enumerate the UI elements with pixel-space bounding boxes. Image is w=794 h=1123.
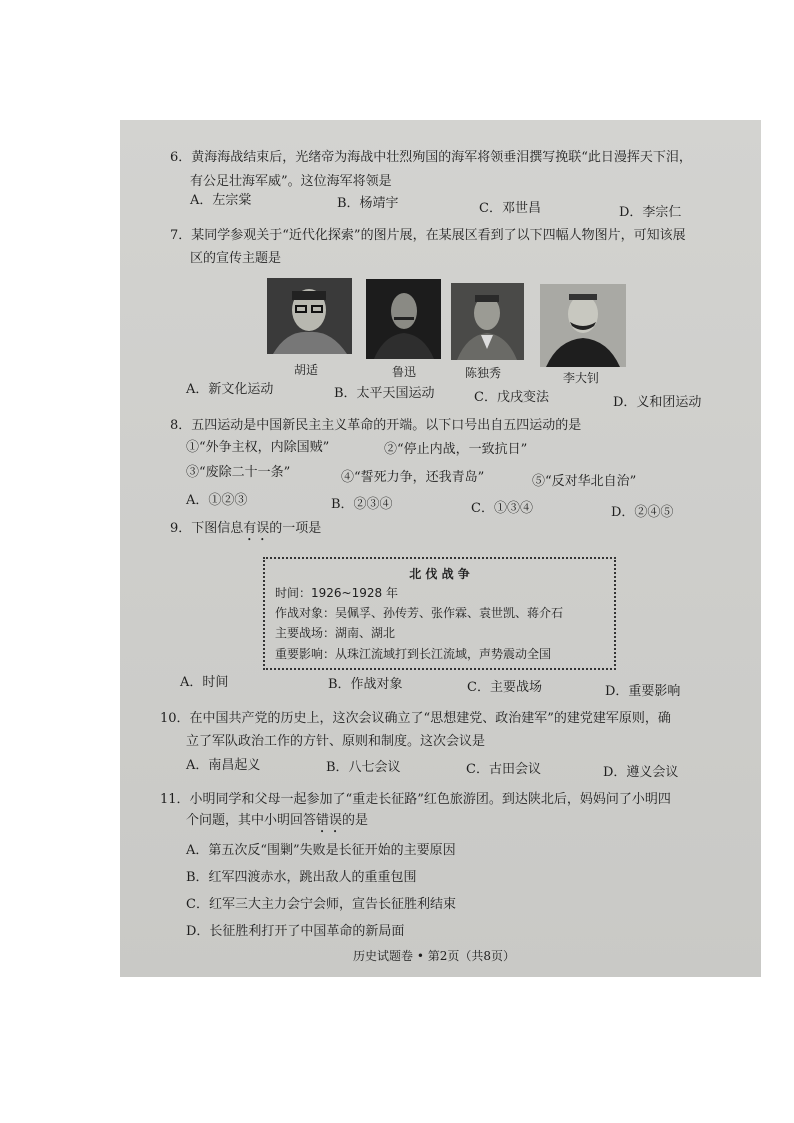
q11-option-d: D．长征胜利打开了中国革命的新局面 — [186, 924, 405, 939]
q8-option-d: D．②④⑤ — [611, 505, 674, 520]
q8-item-2: ②“停止内战，一致抗日” — [384, 442, 528, 457]
q9-stem: 9．下图信息有误的一项是 — [170, 521, 322, 536]
q9-option-c: C．主要战场 — [467, 680, 542, 695]
northern-expedition-info-box — [263, 557, 616, 670]
q7-option-b: B．太平天国运动 — [334, 386, 435, 401]
q7-option-c: C．戊戌变法 — [474, 390, 549, 405]
q11-stem-line1: 11．小明同学和父母一起参加了“重走长征路”红色旅游团。到达陕北后，妈妈问了小明四 — [160, 792, 671, 807]
portrait-li-dazhao — [540, 284, 626, 367]
q11-option-c: C．红军三大主力会宁会师，宣告长征胜利结束 — [186, 897, 456, 912]
q8-item-4: ④“誓死力争，还我青岛” — [341, 470, 485, 485]
info-box-battlefield: 主要战场：湖南、湖北 — [275, 626, 396, 640]
q8-item-1: ①“外争主权，内除国贼” — [186, 440, 330, 455]
q6-stem-line1: 6．黄海海战结束后，光绪帝为海战中壮烈殉国的海军将领垂泪撰写挽联“此日漫挥天下泪， — [170, 150, 692, 165]
q10-option-b: B．八七会议 — [326, 760, 401, 775]
q10-option-a: A．南昌起义 — [186, 758, 261, 773]
q7-option-d: D．义和团运动 — [613, 395, 702, 410]
caption-li-dazhao: 李大钊 — [563, 371, 600, 385]
q7-option-a: A．新文化运动 — [186, 382, 274, 397]
q7-stem-line2: 区的宣传主题是 — [190, 251, 282, 266]
portrait-lu-xun — [366, 279, 441, 359]
portrait-hu-shi — [267, 278, 352, 354]
q9-option-b: B．作战对象 — [328, 677, 403, 692]
q9-option-d: D．重要影响 — [605, 684, 681, 699]
q11-stem-line2: 个问题，其中小明回答错误的是 — [186, 813, 369, 828]
q8-item-3: ③“废除二十一条” — [186, 465, 291, 480]
page-footer: 历史试题卷 • 第2页（共8页） — [353, 949, 515, 963]
caption-lu-xun: 鲁迅 — [392, 365, 417, 379]
info-box-enemies: 作战对象：吴佩孚、孙传芳、张作霖、袁世凯、蒋介石 — [275, 606, 564, 620]
q6-stem-line2: 有公足壮海军威”。这位海军将领是 — [190, 174, 392, 189]
q6-option-c: C．邓世昌 — [479, 201, 541, 216]
info-box-title: 北 伐 战 争 — [409, 567, 470, 581]
info-box-impact: 重要影响：从珠江流域打到长江流域，声势震动全国 — [275, 647, 552, 661]
q10-stem-line1: 10．在中国共产党的历史上，这次会议确立了“思想建党、政治建军”的建党建军原则，确 — [160, 711, 671, 726]
q6-option-d: D．李宗仁 — [619, 205, 682, 220]
q8-option-c: C．①③④ — [471, 501, 533, 516]
q8-stem: 8．五四运动是中国新民主主义革命的开端。以下口号出自五四运动的是 — [170, 418, 582, 433]
q7-stem-line1: 7．某同学参观关于“近代化探索”的图片展，在某展区看到了以下四幅人物图片，可知该展 — [170, 228, 686, 243]
q8-item-5: ⑤“反对华北自治” — [532, 474, 637, 489]
caption-hu-shi: 胡适 — [294, 363, 319, 377]
q10-option-d: D．遵义会议 — [603, 765, 679, 780]
q6-option-b: B．杨靖宇 — [337, 196, 399, 211]
q11-option-b: B．红军四渡赤水，跳出敌人的重重包围 — [186, 870, 417, 885]
q10-option-c: C．古田会议 — [466, 762, 541, 777]
q9-emphasis: 有误 — [243, 521, 270, 536]
caption-chen-duxiu: 陈独秀 — [465, 366, 502, 380]
portrait-chen-duxiu — [451, 283, 524, 360]
q6-option-a: A．左宗棠 — [190, 193, 252, 208]
info-box-time: 时间：1926~1928 年 — [275, 586, 398, 600]
q8-option-a: A．①②③ — [186, 493, 248, 508]
q11-emphasis: 错误 — [316, 813, 343, 828]
q8-option-b: B．②③④ — [331, 497, 393, 512]
q9-option-a: A．时间 — [180, 675, 229, 690]
q10-stem-line2: 立了军队政治工作的方针、原则和制度。这次会议是 — [186, 734, 486, 749]
q11-option-a: A．第五次反“围剿”失败是长征开始的主要原因 — [186, 843, 456, 858]
